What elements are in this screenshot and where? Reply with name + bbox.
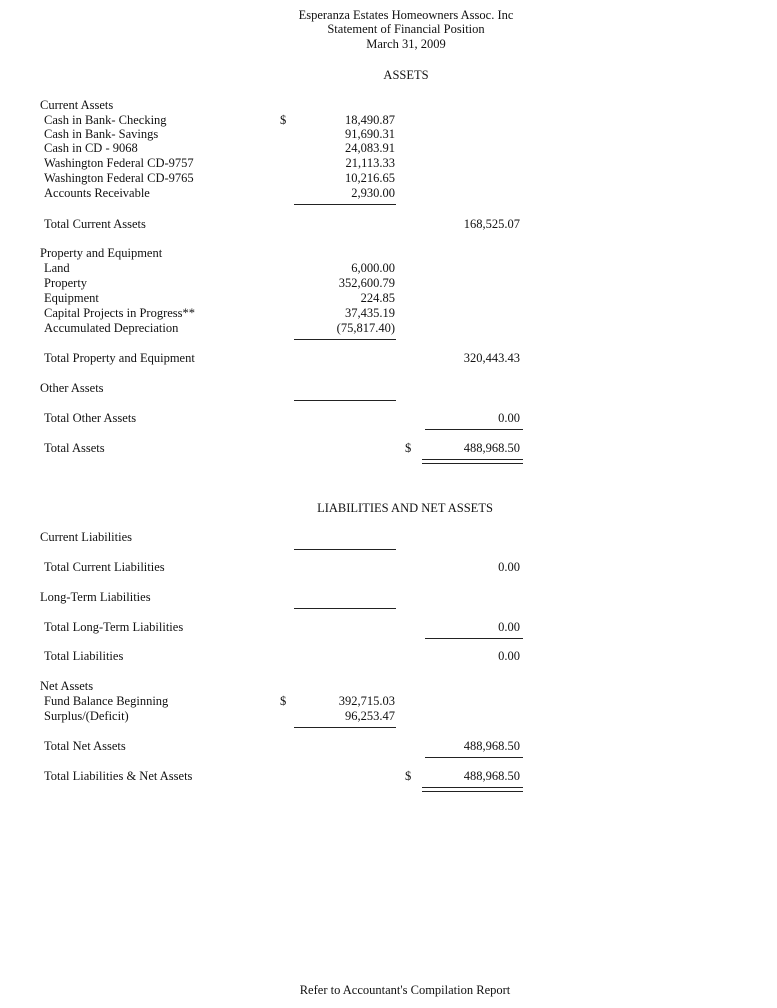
subtotal-rule — [294, 400, 396, 401]
current-liabilities-heading: Current Liabilities — [40, 530, 132, 544]
line-item-label: Land — [44, 261, 70, 275]
liabilities-heading: LIABILITIES AND NET ASSETS — [317, 501, 493, 515]
line-item-amount: 352,600.79 — [338, 276, 395, 290]
other-assets-heading: Other Assets — [40, 381, 104, 395]
total-current-assets-amount: 168,525.07 — [463, 217, 520, 231]
total-long-term-liabilities-label: Total Long-Term Liabilities — [44, 620, 184, 634]
subtotal-rule — [294, 204, 396, 205]
total-liabilities-amount: 0.00 — [498, 649, 520, 663]
line-item-amount: 10,216.65 — [345, 171, 395, 185]
line-item-amount: 224.85 — [360, 291, 395, 305]
total-current-liabilities-label: Total Current Liabilities — [44, 560, 165, 574]
total-liabilities-label: Total Liabilities — [44, 649, 124, 663]
total-liabilities-net-assets-amount: 488,968.50 — [463, 769, 520, 783]
line-item-label: Capital Projects in Progress** — [44, 306, 196, 320]
total-property-equipment-label: Total Property and Equipment — [44, 351, 195, 365]
line-item-amount: 91,690.31 — [345, 127, 395, 141]
line-item-amount: 392,715.03 — [338, 694, 395, 708]
footer-note: Refer to Accountant's Compilation Report — [299, 983, 511, 997]
line-item-label: Cash in Bank- Savings — [44, 127, 159, 141]
total-rule — [425, 429, 523, 430]
dollar-sign: $ — [405, 769, 412, 783]
line-item-amount: 37,435.19 — [345, 306, 395, 320]
line-item-amount: 18,490.87 — [345, 113, 395, 127]
long-term-liabilities-heading: Long-Term Liabilities — [40, 590, 151, 604]
total-rule — [425, 757, 523, 758]
subtotal-rule — [294, 549, 396, 550]
subtotal-rule — [294, 608, 396, 609]
total-rule — [425, 638, 523, 639]
net-assets-heading: Net Assets — [40, 679, 94, 693]
dollar-sign: $ — [405, 441, 412, 455]
line-item-label: Washington Federal CD-9757 — [44, 156, 194, 170]
total-property-equipment-amount: 320,443.43 — [463, 351, 520, 365]
total-current-assets-label: Total Current Assets — [44, 217, 146, 231]
total-assets-amount: 488,968.50 — [463, 441, 520, 455]
line-item-label: Washington Federal CD-9765 — [44, 171, 194, 185]
total-assets-label: Total Assets — [44, 441, 105, 455]
property-equipment-heading: Property and Equipment — [40, 246, 163, 260]
line-item-label: Surplus/(Deficit) — [44, 709, 129, 723]
total-liabilities-net-assets-label: Total Liabilities & Net Assets — [44, 769, 193, 783]
total-long-term-liabilities-amount: 0.00 — [498, 620, 520, 634]
line-item-amount: 24,083.91 — [345, 141, 395, 155]
line-item-label: Accumulated Depreciation — [44, 321, 179, 335]
line-item-label: Accounts Receivable — [44, 186, 150, 200]
double-underline — [422, 787, 523, 792]
total-net-assets-amount: 488,968.50 — [463, 739, 520, 753]
dollar-sign: $ — [280, 113, 287, 127]
dollar-sign: $ — [280, 694, 287, 708]
total-current-liabilities-amount: 0.00 — [498, 560, 520, 574]
line-item-label: Fund Balance Beginning — [44, 694, 169, 708]
line-item-amount: 21,113.33 — [345, 156, 395, 170]
assets-heading: ASSETS — [383, 68, 429, 82]
statement-title: Statement of Financial Position — [327, 22, 485, 36]
total-other-assets-label: Total Other Assets — [44, 411, 137, 425]
line-item-amount: (75,817.40) — [336, 321, 395, 335]
statement-date: March 31, 2009 — [366, 37, 446, 51]
line-item-amount: 6,000.00 — [351, 261, 395, 275]
organization-name: Esperanza Estates Homeowners Assoc. Inc — [298, 8, 514, 22]
total-other-assets-amount: 0.00 — [498, 411, 520, 425]
line-item-amount: 96,253.47 — [345, 709, 395, 723]
line-item-amount: 2,930.00 — [351, 186, 395, 200]
line-item-label: Cash in Bank- Checking — [44, 113, 167, 127]
subtotal-rule — [294, 727, 396, 728]
line-item-label: Equipment — [44, 291, 99, 305]
line-item-label: Property — [44, 276, 88, 290]
line-item-label: Cash in CD - 9068 — [44, 141, 138, 155]
total-net-assets-label: Total Net Assets — [44, 739, 126, 753]
current-assets-heading: Current Assets — [40, 98, 114, 112]
double-underline — [422, 459, 523, 464]
subtotal-rule — [294, 339, 396, 340]
